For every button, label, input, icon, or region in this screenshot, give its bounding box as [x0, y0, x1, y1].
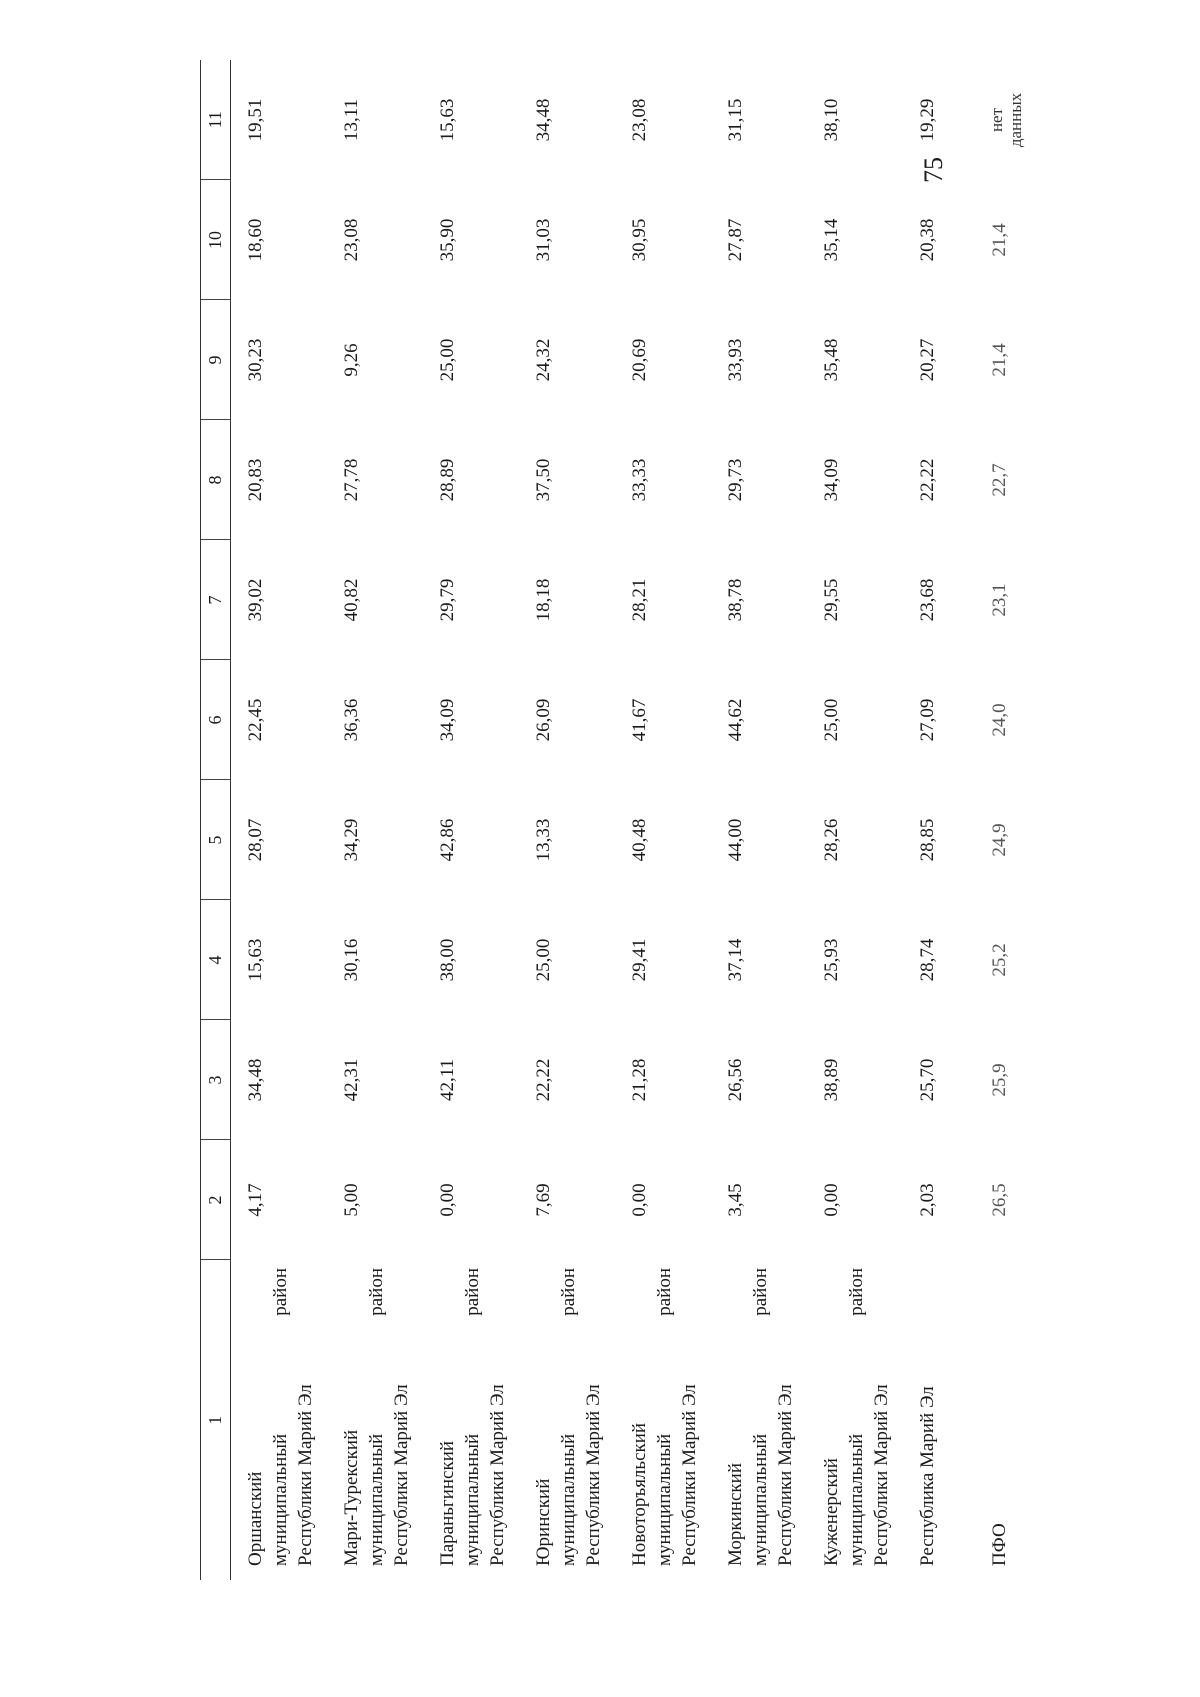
region-name-line: Республика Марий Эл — [916, 1386, 938, 1566]
value-cell: 22,45 — [245, 698, 266, 742]
value-cell: 34,09 — [820, 458, 842, 502]
value-cell: 27,87 — [724, 218, 746, 262]
value-cell: 22,22 — [532, 1058, 554, 1102]
region-name-line: Куженерский — [820, 1458, 842, 1566]
column-header: 5 — [201, 780, 231, 900]
column-header: 7 — [201, 540, 231, 660]
value-cell: 23,08 — [628, 98, 650, 142]
region-name-cell — [327, 1260, 423, 1580]
column-header: 2 — [201, 1140, 231, 1260]
value-cell: 23,1 — [988, 583, 1010, 617]
value-cell: 38,10 — [820, 98, 842, 142]
value-cell: 33,93 — [724, 338, 746, 382]
table-row — [903, 60, 975, 1580]
value-cell: 25,93 — [820, 938, 842, 982]
value-cell: 25,00 — [820, 698, 842, 742]
value-cell: 28,85 — [916, 818, 938, 862]
column-header: 1 — [201, 1260, 231, 1580]
column-header: 6 — [201, 660, 231, 780]
value-cell: 38,89 — [820, 1058, 842, 1102]
value-cell: 38,78 — [724, 578, 746, 622]
value-cell: 24,0 — [988, 703, 1010, 737]
value-cell: 27,09 — [916, 698, 938, 742]
value-cell: 28,21 — [628, 578, 650, 622]
value-cell: 0,00 — [436, 1183, 458, 1217]
value-cell: 15,63 — [436, 98, 458, 142]
region-name-line: муниципальный район — [557, 1268, 579, 1566]
value-cell: 28,26 — [820, 818, 842, 862]
value-cell: 2,03 — [916, 1183, 938, 1217]
value-cell: 13,33 — [532, 818, 554, 862]
region-name-cell — [711, 1260, 807, 1580]
value-cell: 15,63 — [245, 938, 266, 982]
region-name-line: Юринский — [532, 1478, 554, 1566]
value-cell: 22,7 — [988, 463, 1010, 497]
region-name-line: Моркинский — [724, 1463, 746, 1566]
column-header: 10 — [201, 180, 231, 300]
value-cell: 13,11 — [340, 98, 362, 142]
value-cell: 24,32 — [532, 338, 554, 382]
value-cell: 25,00 — [436, 338, 458, 382]
value-cell: 44,00 — [724, 818, 746, 862]
region-name-line: Мари-Турекский — [340, 1429, 362, 1566]
value-cell: 30,16 — [340, 938, 362, 982]
region-name-line: Новоторъяльский — [628, 1422, 650, 1566]
value-cell: 35,48 — [820, 338, 842, 382]
value-cell: 36,36 — [340, 698, 362, 742]
value-cell: 26,56 — [724, 1058, 746, 1102]
column-header: 9 — [201, 300, 231, 420]
table-row — [975, 60, 1047, 1580]
value-cell: 37,14 — [724, 938, 746, 982]
value-cell: 37,50 — [532, 458, 554, 502]
value-cell: 18,60 — [245, 218, 266, 262]
value-cell: 34,48 — [532, 98, 554, 142]
value-cell: 19,51 — [245, 98, 266, 142]
region-name-cell — [615, 1260, 711, 1580]
header-row — [201, 60, 231, 1580]
value-cell: 26,5 — [988, 1183, 1010, 1217]
no-data-line: нет — [986, 107, 1006, 133]
region-name-line: Республики Марий Эл — [582, 1384, 604, 1566]
value-cell: 42,31 — [340, 1058, 362, 1102]
value-cell: 5,00 — [340, 1183, 362, 1217]
region-name-line: ПФО — [988, 1523, 1010, 1566]
value-cell: 20,38 — [916, 218, 938, 262]
column-header: 4 — [201, 900, 231, 1020]
table-row — [711, 60, 807, 1580]
region-name-cell — [975, 1260, 1047, 1580]
value-cell: 40,82 — [340, 578, 362, 622]
value-cell: 25,2 — [988, 943, 1010, 977]
region-name-line: Республики Марий Эл — [678, 1384, 700, 1566]
value-cell: 21,4 — [988, 343, 1010, 377]
value-cell: 34,29 — [340, 818, 362, 862]
value-cell: 26,09 — [532, 698, 554, 742]
value-cell: 24,9 — [988, 823, 1010, 857]
value-cell: 0,00 — [820, 1183, 842, 1217]
value-cell: 31,15 — [724, 98, 746, 142]
value-cell: 21,4 — [988, 223, 1010, 257]
value-cell: 19,29 — [916, 98, 938, 142]
table-row — [423, 60, 519, 1580]
value-cell: 25,70 — [916, 1058, 938, 1102]
value-cell: 33,33 — [628, 458, 650, 502]
value-cell: 3,45 — [724, 1183, 746, 1217]
table-row — [327, 60, 423, 1580]
region-name-cell — [807, 1260, 903, 1580]
value-cell: 20,69 — [628, 338, 650, 382]
value-cell: 0,00 — [628, 1183, 650, 1217]
value-cell: 29,79 — [436, 578, 458, 622]
region-name-line: муниципальный район — [845, 1268, 867, 1566]
value-cell: 18,18 — [532, 578, 554, 622]
table-row — [231, 60, 327, 1580]
column-header: 11 — [201, 60, 231, 180]
value-cell: 23,08 — [340, 218, 362, 262]
value-cell: 28,07 — [245, 818, 266, 862]
page-number: 75 — [919, 157, 948, 183]
region-name-line: Республики Марий Эл — [390, 1384, 412, 1566]
region-name-line: муниципальный район — [461, 1268, 483, 1566]
region-name-cell — [231, 1260, 327, 1580]
value-cell: 28,74 — [916, 938, 938, 982]
value-cell: 35,14 — [820, 218, 842, 262]
region-name-cell — [423, 1260, 519, 1580]
value-cell: 20,83 — [245, 458, 266, 502]
data-table-container — [200, 60, 1025, 1580]
value-cell: 25,00 — [532, 938, 554, 982]
value-cell: 9,26 — [340, 343, 362, 377]
value-cell: 27,78 — [340, 458, 362, 502]
value-cell: 39,02 — [245, 578, 266, 622]
value-cell: 31,03 — [532, 218, 554, 262]
value-cell: 42,11 — [436, 1058, 458, 1102]
data-table — [200, 60, 1047, 1580]
region-name-cell — [903, 1260, 975, 1580]
value-cell: 20,27 — [916, 338, 938, 382]
region-name-line: Республики Марий Эл — [870, 1384, 892, 1566]
region-name-line: муниципальный район — [365, 1268, 387, 1566]
value-cell: 30,23 — [245, 338, 266, 382]
value-cell: 29,41 — [628, 938, 650, 982]
region-name-line: Параньгинский — [436, 1440, 458, 1566]
value-cell: 29,73 — [724, 458, 746, 502]
value-cell: 21,28 — [628, 1058, 650, 1102]
value-cell: 28,89 — [436, 458, 458, 502]
region-name-line: Оршанский — [245, 1471, 266, 1566]
value-cell: 40,48 — [628, 818, 650, 862]
region-name-line: Республики Марий Эл — [774, 1384, 796, 1566]
table-row — [807, 60, 903, 1580]
value-cell: 23,68 — [916, 578, 938, 622]
column-header: 8 — [201, 420, 231, 540]
region-name-line: Республики Марий Эл — [486, 1384, 508, 1566]
no-data-cell — [975, 60, 1047, 180]
region-name-line: муниципальный район — [653, 1268, 675, 1566]
table-row — [615, 60, 711, 1580]
value-cell: 7,69 — [532, 1183, 554, 1217]
value-cell: 30,95 — [628, 218, 650, 262]
region-name-cell — [519, 1260, 615, 1580]
table-row — [519, 60, 615, 1580]
value-cell: 41,67 — [628, 698, 650, 742]
value-cell: 35,90 — [436, 218, 458, 262]
value-cell: 22,22 — [916, 458, 938, 502]
no-data-line: данных — [1005, 92, 1025, 148]
value-cell: 29,55 — [820, 578, 842, 622]
value-cell: 42,86 — [436, 818, 458, 862]
region-name-line: муниципальный район — [749, 1268, 771, 1566]
value-cell: 38,00 — [436, 938, 458, 982]
value-cell: 34,09 — [436, 698, 458, 742]
region-name-line: муниципальный район — [270, 1268, 291, 1566]
value-cell: 34,48 — [245, 1058, 266, 1102]
value-cell: 4,17 — [245, 1183, 266, 1217]
region-name-line: Республики Марий Эл — [295, 1384, 316, 1566]
value-cell: 44,62 — [724, 698, 746, 742]
column-header: 3 — [201, 1020, 231, 1140]
value-cell: 25,9 — [988, 1063, 1010, 1097]
